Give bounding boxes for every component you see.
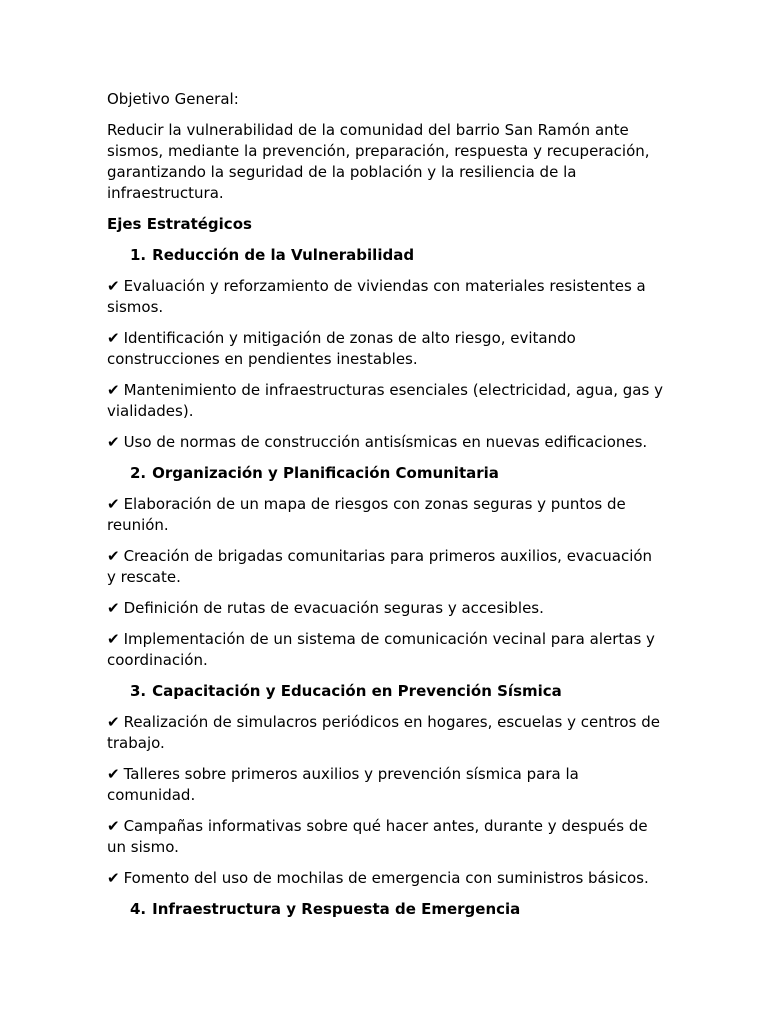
- axis-number: 4.: [130, 900, 147, 918]
- list-item: [107, 598, 663, 619]
- axis-title-text: Reducción de la Vulnerabilidad: [152, 246, 415, 264]
- list-item: [107, 328, 663, 370]
- axis-title-text: Organización y Planificación Comunitaria: [152, 464, 499, 482]
- axis-title-3: [130, 681, 663, 702]
- check-icon: ✔: [107, 495, 120, 513]
- axis-title-4: [130, 899, 663, 920]
- list-item: [107, 432, 663, 453]
- list-item: [107, 868, 663, 889]
- check-icon: ✔: [107, 329, 120, 347]
- axis-title-1: [130, 245, 663, 266]
- list-item-text: Mantenimiento de infraestructuras esenciales (electricidad, agua, gas y vialidades).: [107, 381, 663, 420]
- list-item: [107, 276, 663, 318]
- list-item: [107, 764, 663, 806]
- axis-number: 1.: [130, 246, 147, 264]
- check-icon: ✔: [107, 869, 120, 887]
- list-item-text: Campañas informativas sobre qué hacer antes, durante y después de un sismo.: [107, 817, 648, 856]
- check-icon: ✔: [107, 381, 120, 399]
- list-item: [107, 712, 663, 754]
- objective-text: Reducir la vulnerabilidad de la comunidad del barrio San Ramón ante sismos, mediante la prevención, preparación, respuesta y recuperación, garantizando la seguridad de la población y la resiliencia de la infraestructura.: [107, 121, 650, 202]
- check-icon: ✔: [107, 713, 120, 731]
- list-item-text: Evaluación y reforzamiento de viviendas con materiales resistentes a sismos.: [107, 277, 646, 316]
- list-item-text: Definición de rutas de evacuación seguras y accesibles.: [123, 599, 544, 617]
- document-page: [107, 89, 663, 930]
- axis-title-text: Infraestructura y Respuesta de Emergencia: [152, 900, 521, 918]
- axis-title-text: Capacitación y Educación en Prevención Sísmica: [152, 682, 562, 700]
- check-icon: ✔: [107, 630, 120, 648]
- check-icon: ✔: [107, 817, 120, 835]
- list-item-text: Implementación de un sistema de comunicación vecinal para alertas y coordinación.: [107, 630, 655, 669]
- list-item-text: Uso de normas de construcción antisísmicas en nuevas edificaciones.: [123, 433, 648, 451]
- list-item-text: Identificación y mitigación de zonas de alto riesgo, evitando construcciones en pendientes inestables.: [107, 329, 576, 368]
- list-item: [107, 546, 663, 588]
- check-icon: ✔: [107, 765, 120, 783]
- objective-label: Objetivo General:: [107, 90, 239, 108]
- list-item-text: Elaboración de un mapa de riesgos con zonas seguras y puntos de reunión.: [107, 495, 626, 534]
- check-icon: ✔: [107, 277, 120, 295]
- check-icon: ✔: [107, 433, 120, 451]
- axis-title-2: [130, 463, 663, 484]
- list-item: [107, 629, 663, 671]
- list-item: [107, 816, 663, 858]
- check-icon: ✔: [107, 547, 120, 565]
- list-item-text: Creación de brigadas comunitarias para primeros auxilios, evacuación y rescate.: [107, 547, 653, 586]
- axis-number: 2.: [130, 464, 147, 482]
- axes-heading: Ejes Estratégicos: [107, 215, 252, 233]
- list-item: [107, 494, 663, 536]
- list-item-text: Talleres sobre primeros auxilios y prevención sísmica para la comunidad.: [107, 765, 579, 804]
- check-icon: ✔: [107, 599, 120, 617]
- list-item-text: Fomento del uso de mochilas de emergencia con suministros básicos.: [123, 869, 649, 887]
- list-item-text: Realización de simulacros periódicos en hogares, escuelas y centros de trabajo.: [107, 713, 660, 752]
- list-item: [107, 380, 663, 422]
- axis-number: 3.: [130, 682, 147, 700]
